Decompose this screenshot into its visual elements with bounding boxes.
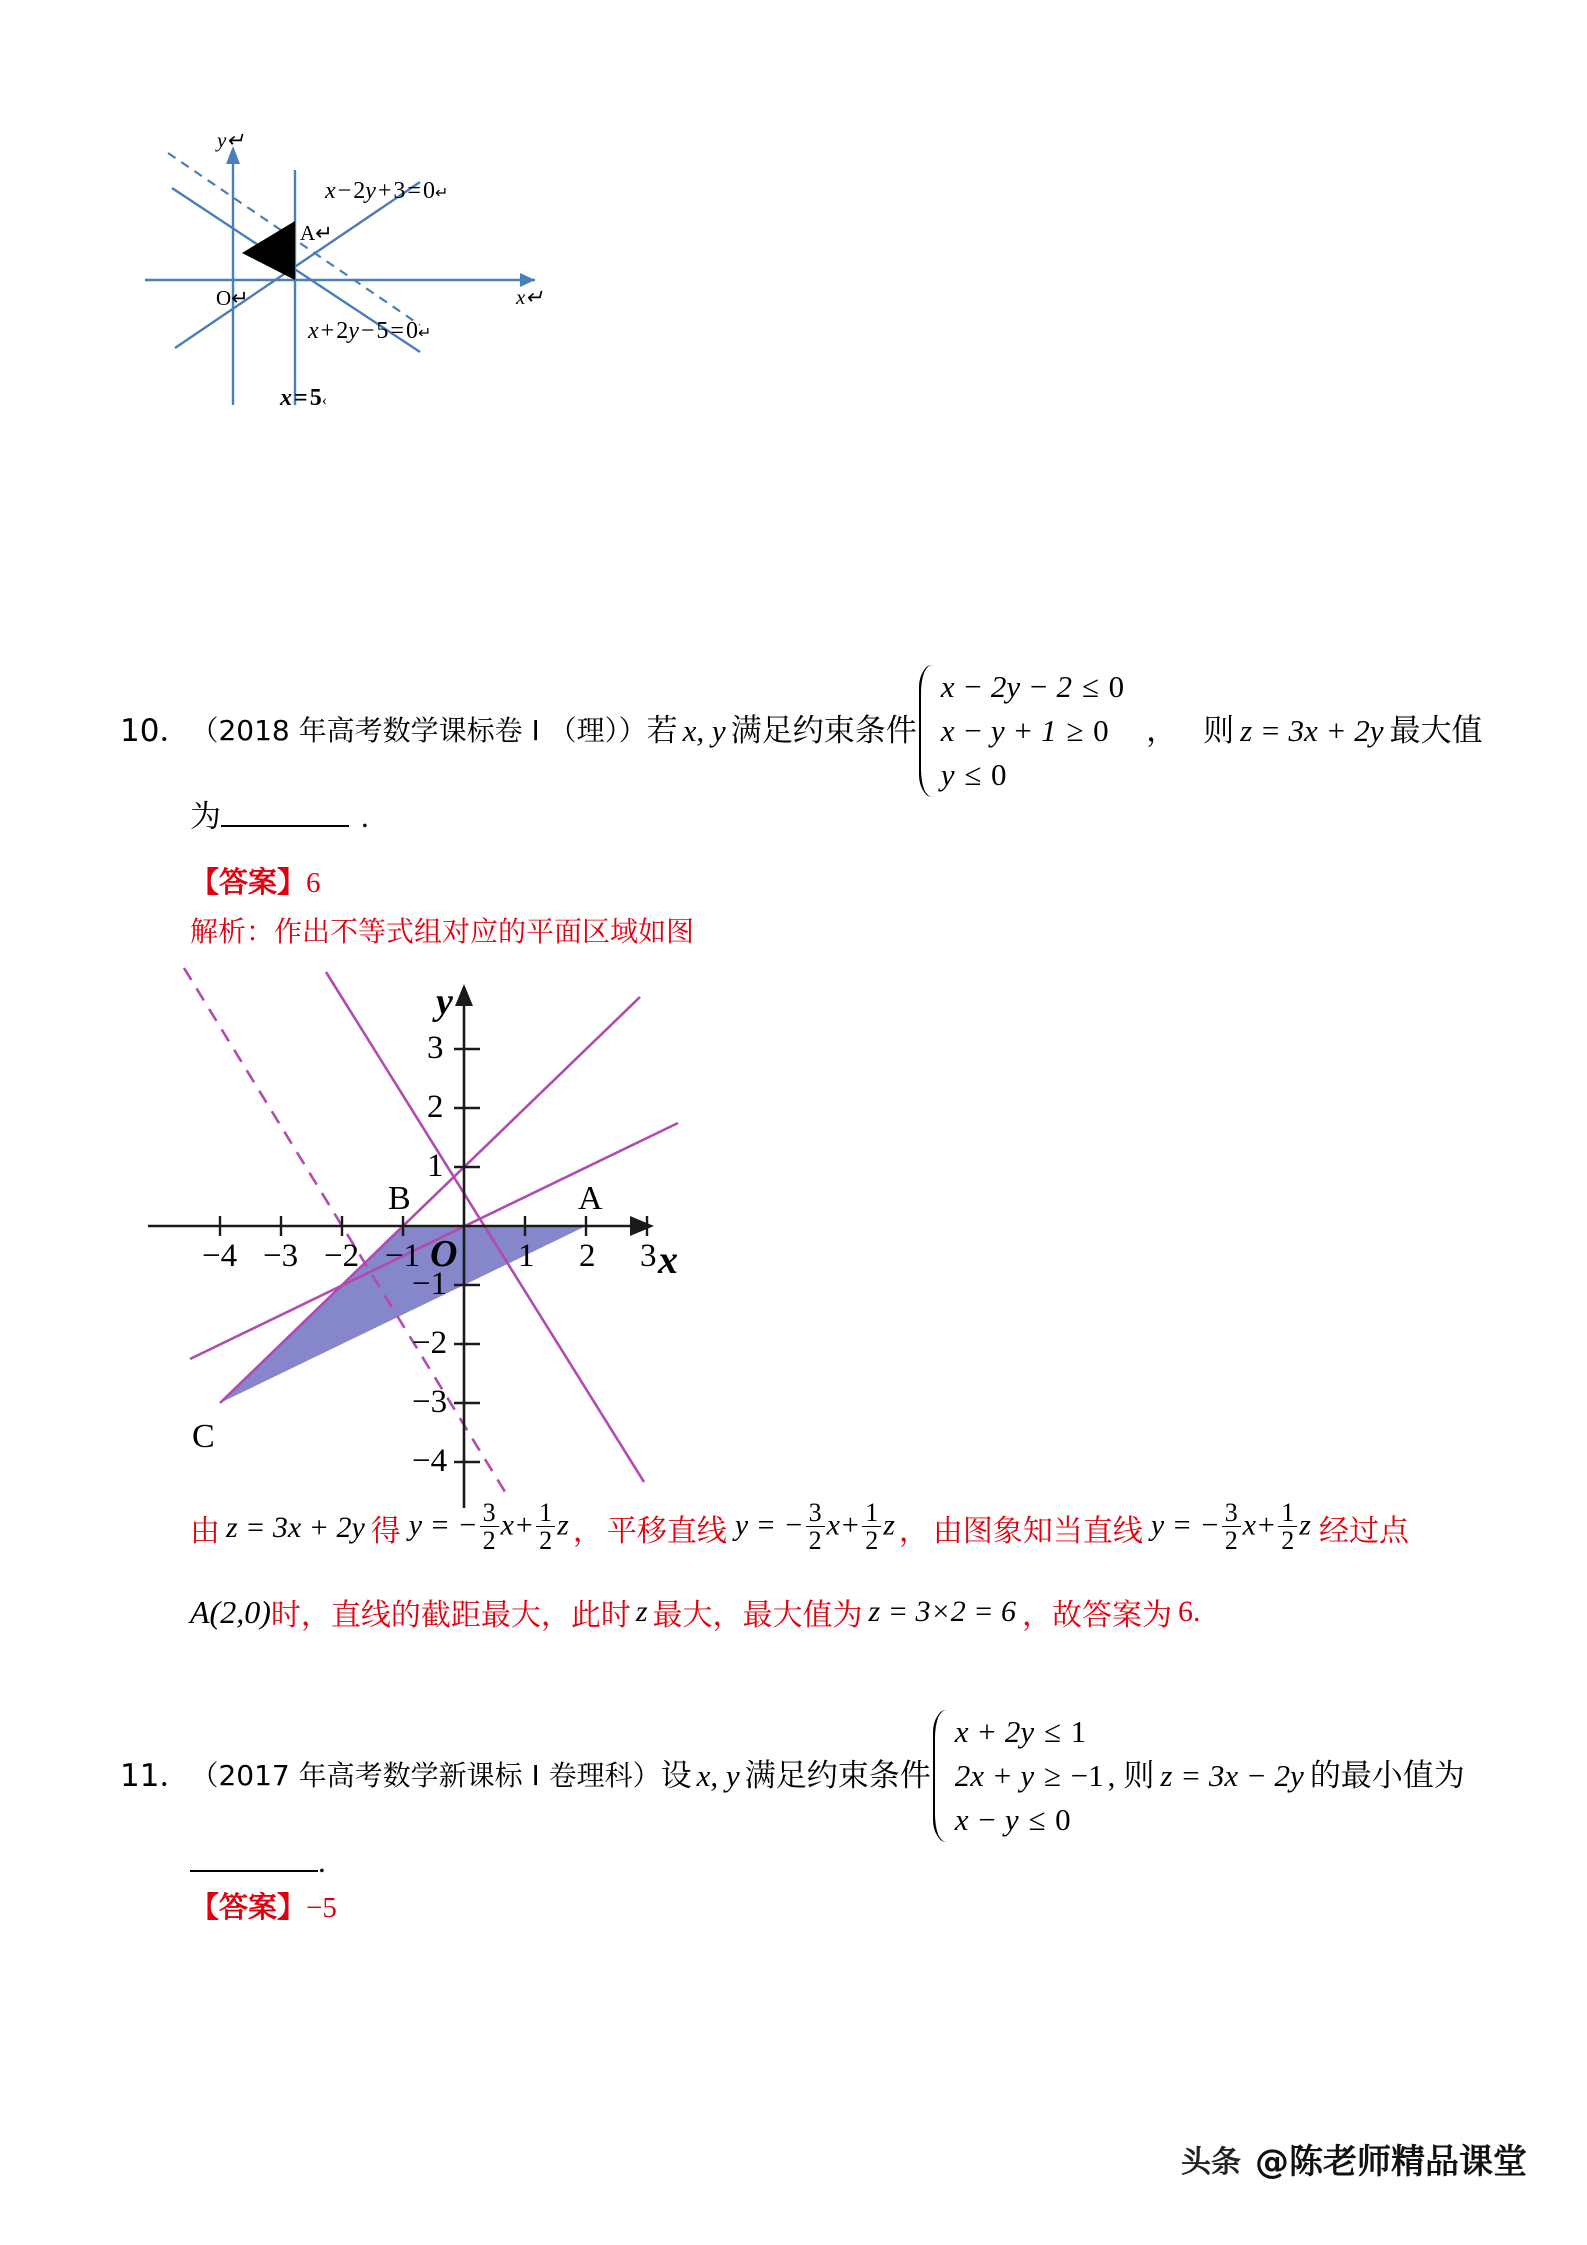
problem-11-condition-label: 满足约束条件 xyxy=(744,1758,931,1795)
fig2-xlabel--1: −1 xyxy=(385,1238,421,1274)
fig2-vertex-label-b: B xyxy=(388,1180,411,1217)
p10-r1-rel: ≤ xyxy=(1081,669,1099,704)
fig2-ylabel--4: −4 xyxy=(412,1443,448,1479)
problem-11-system-row xyxy=(955,1798,1104,1842)
sol-l1c-f2-den: 2 xyxy=(1278,1526,1297,1554)
sol-l1b-f1-den: 2 xyxy=(806,1526,825,1554)
sol-l1-f1-num: 3 xyxy=(482,1498,496,1527)
fig2-x-axis-label: x xyxy=(658,1237,678,1282)
fig1-shaded-region xyxy=(242,221,295,280)
sol-l1b-frac1 xyxy=(806,1499,825,1555)
fig1-l1-0: 0 xyxy=(422,178,435,204)
sol-l1-s2: 得 xyxy=(370,1513,401,1549)
fig1-l2-5: 5 xyxy=(376,318,389,344)
sol-l1c-e2post: z xyxy=(1299,1508,1311,1542)
solution-10-line-2 xyxy=(190,1590,1200,1634)
problem-10-source: （2018 年高考数学课标卷 Ⅰ （理）） xyxy=(190,713,647,747)
problem-11-then: 则 xyxy=(1123,1758,1155,1795)
sol-l1b-f2-den: 2 xyxy=(862,1526,881,1554)
fig2-xlabel--2: −2 xyxy=(324,1238,360,1274)
problem-10-comma: ， xyxy=(1146,713,1178,749)
sol-l1c-f2-num: 1 xyxy=(1281,1498,1295,1527)
problem-11-brace xyxy=(933,1710,951,1842)
sol-l1-f2-den: 2 xyxy=(536,1526,555,1554)
problem-11-statement xyxy=(120,1710,1465,1842)
fig1-l3-x: x xyxy=(280,385,292,411)
fig2-ylabel--3: −3 xyxy=(412,1384,448,1420)
fig1-l2-2: 2 xyxy=(336,318,349,344)
sol-l1-frac2 xyxy=(536,1499,555,1555)
problem-10-number: 10． xyxy=(120,713,191,750)
sol-l2-point-a: A(2,0) xyxy=(190,1593,271,1630)
fig2-x-arrow xyxy=(630,1216,654,1236)
sol-l1c-e2pre: y = − xyxy=(1150,1508,1220,1542)
sol-l2-s1: 时，直线的截距最大，此时 xyxy=(270,1598,631,1633)
sol-l2-s2: 最大，最大值为 xyxy=(652,1598,863,1633)
p10-r2-rhs: 0 xyxy=(1093,713,1109,749)
sol-l1-f1-den: 2 xyxy=(480,1526,499,1554)
problem-11-answer-label: 【答案】 xyxy=(190,1890,307,1924)
fig1-l2-0: 0 xyxy=(405,318,418,344)
sol-l1c-frac2 xyxy=(1278,1499,1297,1555)
problem-10-answer-line xyxy=(190,860,321,901)
problem-10-period: . xyxy=(361,799,369,834)
problem-10-answer-value: 6 xyxy=(306,867,321,899)
fig2-y-axis-label: y xyxy=(436,981,453,1023)
fig1-l3-cr: ‹ xyxy=(321,392,328,409)
p11-r1-rel: ≤ xyxy=(1043,1714,1061,1749)
fig2-vertex-label-c: C xyxy=(192,1418,215,1455)
fig2-ylabel--1: −1 xyxy=(412,1266,448,1302)
problem-10-system-row xyxy=(941,753,1124,797)
sol-l1-e2pre: y = − xyxy=(408,1508,478,1542)
figure-1-container xyxy=(120,120,590,420)
fig1-l2-x: x xyxy=(308,318,319,344)
problem-10-then: 则 xyxy=(1203,713,1235,750)
problem-11-vars: x, y xyxy=(696,1758,740,1794)
sol-l2-s3: 故答案为 xyxy=(1051,1598,1172,1633)
problem-10-lead: 若 xyxy=(646,713,678,750)
sol-l1-s1: 由 xyxy=(190,1513,220,1549)
p11-r3-rel: ≤ xyxy=(1028,1802,1046,1838)
fig1-line-label-3 xyxy=(280,385,327,412)
fig1-l2-minus: − xyxy=(360,318,375,344)
p11-r3-rhs: 0 xyxy=(1055,1802,1071,1838)
fig1-l1-3: 3 xyxy=(393,178,406,204)
fig1-origin-label: O↵ xyxy=(216,286,249,310)
fig1-l1-x: x xyxy=(325,178,336,204)
fig1-l2-plus: + xyxy=(320,318,335,344)
problem-11-min-label: 的最小值为 xyxy=(1309,1758,1465,1795)
problem-11-answer-value: −5 xyxy=(306,1892,337,1924)
problem-10-analysis: 解析：作出不等式组对应的平面区域如图 xyxy=(190,915,695,948)
problem-10-condition-label: 满足约束条件 xyxy=(730,713,917,750)
problem-10-statement xyxy=(120,665,1483,797)
sol-l1-s3: 平移直线 xyxy=(606,1513,727,1549)
problem-10-system-row xyxy=(941,665,1124,709)
sol-l1b-frac2 xyxy=(862,1499,881,1555)
fig1-l2-y: y xyxy=(348,318,359,344)
figure-2-container xyxy=(130,960,690,1520)
problem-11-answer-blank[interactable] xyxy=(190,1850,318,1872)
problem-11-comma: , xyxy=(1107,1758,1116,1794)
p10-r2-rel: ≥ xyxy=(1066,713,1084,749)
problem-11-system xyxy=(933,1710,1104,1842)
fig1-line-label-1 xyxy=(325,178,448,205)
fig2-xlabel-1: 1 xyxy=(518,1238,535,1274)
sol-l1b-f2-num: 1 xyxy=(865,1498,879,1527)
sol-l1-expr1 xyxy=(401,1500,569,1556)
p11-r1-rhs: 1 xyxy=(1070,1714,1087,1749)
sol-l1-s5: 经过点 xyxy=(1318,1513,1409,1549)
p11-r2-lhs: 2x + y xyxy=(954,1758,1035,1794)
fig1-l1-plus: + xyxy=(377,178,392,204)
sol-l2-comma: ， xyxy=(1021,1598,1052,1633)
sol-l1-f2-num: 1 xyxy=(539,1498,553,1527)
problem-10-vars: x, y xyxy=(682,713,726,749)
p11-r2-rel: ≥ xyxy=(1043,1758,1061,1794)
sol-l1-e1: z = 3x + 2y xyxy=(226,1510,365,1544)
sol-l1-e2post: z xyxy=(557,1508,569,1542)
p11-r2-rhs: −1 xyxy=(1070,1758,1104,1794)
problem-11-objective: z = 3x − 2y xyxy=(1160,1758,1304,1794)
problem-11-answer-line xyxy=(190,1885,337,1926)
problem-11-source: （2017 年高考数学新课标 Ⅰ 卷理科） xyxy=(190,1758,661,1792)
fig1-x-axis-label: x↵ xyxy=(516,285,543,309)
fig2-origin-label: O xyxy=(430,1233,458,1275)
fig2-xlabel-3: 3 xyxy=(640,1238,657,1274)
problem-10-for-label: 为 xyxy=(190,799,221,835)
problem-11-system-row xyxy=(955,1754,1104,1798)
fig1-l1-minus: − xyxy=(337,178,352,204)
sol-l1c-f1-num: 3 xyxy=(1224,1498,1238,1527)
problem-11-number: 11． xyxy=(120,1758,191,1795)
sol-l1b-e2mid: x+ xyxy=(826,1508,861,1542)
fig2-ylabel-3: 3 xyxy=(427,1030,444,1066)
fig1-l2-cr: ↵ xyxy=(417,325,432,342)
problem-10-blank-line xyxy=(190,800,369,834)
problem-10-system-row xyxy=(941,709,1124,753)
footer-watermark xyxy=(1181,2134,1527,2183)
fig1-y-axis-label: y↵ xyxy=(217,128,244,152)
p10-r3-lhs: y xyxy=(940,757,955,793)
sol-l1-expr3 xyxy=(1143,1500,1311,1556)
sol-l1b-f1-num: 3 xyxy=(808,1498,822,1527)
problem-10-max-label: 最大值 xyxy=(1389,713,1483,750)
fig2-xlabel-2: 2 xyxy=(579,1238,596,1274)
fig1-l1-cr: ↵ xyxy=(434,185,449,202)
fig1-point-a-label: A↵ xyxy=(300,221,333,245)
figure-1-svg xyxy=(120,120,590,420)
fig2-ylabel-2: 2 xyxy=(427,1089,444,1125)
fig1-line-label-2 xyxy=(308,318,431,345)
fig1-l1-eq: = xyxy=(407,178,421,204)
sol-l1b-e2pre: y = − xyxy=(734,1508,804,1542)
sol-l1-expr2 xyxy=(727,1500,895,1556)
fig1-l2-eq: = xyxy=(390,318,404,344)
sol-l2-eq: z = 3×2 = 6 xyxy=(868,1595,1016,1628)
sol-l1-comma1: ， xyxy=(572,1513,603,1549)
problem-11-lead: 设 xyxy=(660,1758,692,1795)
problem-10-system xyxy=(919,665,1124,797)
sol-l1-s4: 由图象知当直线 xyxy=(932,1513,1143,1549)
problem-11-system-row xyxy=(955,1710,1104,1754)
fig1-l3-5: 5 xyxy=(309,385,322,411)
footer-account-label: @陈老师精品课堂 xyxy=(1255,2142,1527,2182)
p10-r1-lhs: x − 2y − 2 xyxy=(940,669,1073,704)
fig2-xlabel--3: −3 xyxy=(263,1238,299,1274)
fig2-ylabel-1: 1 xyxy=(427,1148,444,1184)
solution-10-line-1 xyxy=(190,1500,1409,1556)
p10-r2-lhs: x − y + 1 xyxy=(940,713,1057,749)
problem-11-period: . xyxy=(318,1844,326,1879)
sol-l1-frac1 xyxy=(480,1499,499,1555)
fig2-ylabel--2: −2 xyxy=(412,1325,448,1361)
sol-l1c-frac1 xyxy=(1222,1499,1241,1555)
footer-platform-label: 头条 xyxy=(1181,2144,1241,2180)
problem-10-answer-blank[interactable] xyxy=(221,801,349,827)
sol-l2-ans: 6. xyxy=(1177,1595,1201,1628)
fig2-vertex-label-a: A xyxy=(578,1180,603,1217)
fig2-y-arrow xyxy=(455,984,473,1006)
sol-l1-e2mid: x+ xyxy=(500,1508,535,1542)
p10-r3-rhs: 0 xyxy=(990,757,1007,793)
fig1-l1-y: y xyxy=(365,178,376,204)
fig1-l3-eq: = xyxy=(294,385,308,411)
sol-l2-z: z xyxy=(635,1595,648,1628)
problem-10-objective: z = 3x + 2y xyxy=(1240,713,1384,749)
p11-r1-lhs: x + 2y xyxy=(954,1714,1035,1749)
sol-l1b-e2post: z xyxy=(883,1508,895,1542)
problem-10-brace xyxy=(919,665,937,797)
sol-l1-comma2: ， xyxy=(898,1513,929,1549)
fig1-l1-2: 2 xyxy=(353,178,366,204)
sol-l1c-e2mid: x+ xyxy=(1242,1508,1277,1542)
problem-11-blank-line xyxy=(190,1845,326,1879)
p11-r3-lhs: x − y xyxy=(954,1802,1019,1838)
fig2-xlabel--4: −4 xyxy=(202,1238,238,1274)
problem-10-answer-label: 【答案】 xyxy=(190,865,307,899)
sol-l1c-f1-den: 2 xyxy=(1222,1526,1241,1554)
p10-r3-rel: ≤ xyxy=(964,757,982,793)
p10-r1-rhs: 0 xyxy=(1108,669,1125,704)
